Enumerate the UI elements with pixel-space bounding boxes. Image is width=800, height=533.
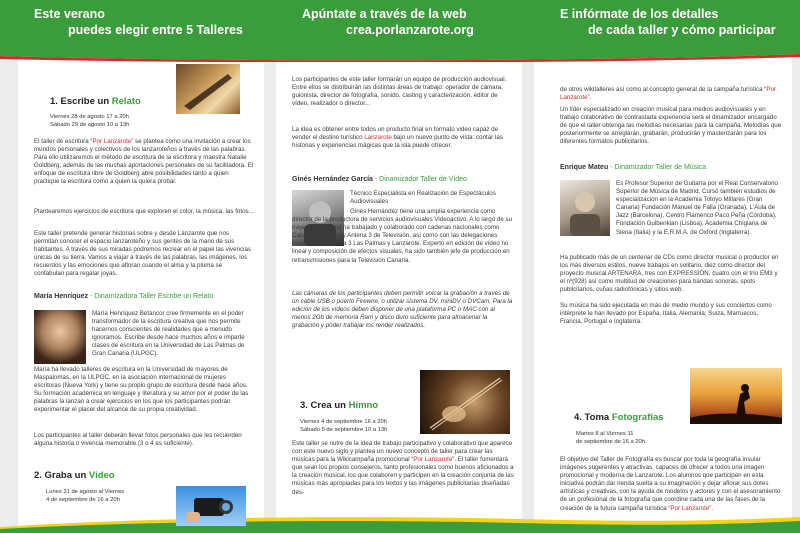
section-1-dates [50,113,170,129]
footer-swoosh [0,513,800,533]
header-swoosh [0,48,800,62]
p3-p1-a: de otros wikitalleres así como al concepto general de la campaña turística “ [560,86,767,93]
person-2-name: Ginés Hernández García [292,176,373,183]
section-1-date-2: Sábado 29 de agosto 10 a 13h [50,122,130,128]
section-3-title-text: 3. Crea un [300,400,346,411]
section-1-paragraph-2: Plantearemos ejercicios de escritura que exploren el color, la música, las fotos... [34,208,254,215]
section-2-date-1: Lunes 31 de agosto al Viernes [46,489,125,495]
header-col-3-line2: de cada taller y cómo participar [588,23,776,37]
person-2-role: - Dinamizador Taller de Vídeo [372,176,467,183]
section-3-date-2: Sábado 5 de septiembre 10 a 13h [300,427,388,433]
pen-photo [176,64,240,114]
panel-2-paragraph-2 [292,126,514,150]
section-4-title-highlight: Fotografías [611,412,664,423]
s4-p1-b: ”. [709,504,714,512]
person-1-name: María Henríquez [34,293,89,300]
person-3-bio-2: Ha publicado más de un centenar de CDs como director musical o productor en los más diversos estilos, nueve trabajos en solitario, diez como director del proyecto musical ARTENARA, tres con EXPRESSIÓN, cuatro con el trío EM3 y el nº(928) así como multitud de creaciones para bandas sonoras, spots publicitarios, cuñas radiofónicas y sitios web. [560,254,779,294]
panel-2-note: Las cámaras de los participantes deben permitir volcar la grabación a través de un cable USB o puerto Firewire, o utilizar sistema DV, miniDV o DVCam. Para la edición de los vídeos deben disponer de una plataforma PC o MAC con al menos 2Gb de memoria Ram y disco duro suficiente para almacenar la grabación y poder trabajar los render realizados. [292,290,513,330]
gutter-1 [264,50,276,533]
photographer-photo [690,368,782,424]
section-2-dates [46,488,156,504]
section-1-title-highlight: Relato [111,96,141,107]
section-3-dates [300,418,420,434]
person-3-name: Enrique Mateu [560,164,609,171]
person-1-photo [34,310,86,364]
s4-p1-highlight: Por Lanzarote [670,504,710,512]
person-3-bio-3: Su música ha sido ejecutada en más de medio mundo y sus conciertos como intérprete le han llevado por España, Italia, Alemania, Suiza, Marruecos, Francia, Portugal e Inglaterra. [560,302,772,326]
section-3-title-highlight: Himno [348,400,379,411]
s3-p1-b: ”. El taller fomentará que sean los propios consejeros, tanto profesionales como buenos aficionados a la creación musical, los que colaboren y participen en la creación conjunta de las músicas más apropiadas para los textos y las imágenes publicitarias diseñadas des- [292,456,514,496]
person-2-heading [292,176,467,183]
panel-3-paragraph-2: Un líder especializado en creación musical para medios audiovisuales y en trabajo colaborativo de contrastada experiencia será el dinamizador encargado de que el taller obtenga las melodías necesarias para la campaña. Melodías que posteriormente se arreglarán, grabarán, producirán y masterizarán para los diferentes formatos publicitarios. [560,106,782,146]
section-3-date-1: Viernes 4 de septiembre 16 a 20h [300,419,387,425]
panel-3-paragraph-1 [560,86,782,102]
section-4-dates [576,430,696,446]
panel-2-paragraph-1: Los participantes de este taller formarán un equipo de producción audiovisual. Entre ellos se distribuirán las distintas áreas de trabajo: operador de cámara, guionista, director de fotografía, sonido, casting y caracterización, editor de vídeo, realizador o director... [292,76,507,108]
section-4-date-1: Martes 8 al Viernes 11 [576,431,634,437]
p3-p1-highlight: Por Lanzarote [560,86,776,102]
section-1-paragraph-4: Los participantes al taller deberán llevar fotos personales que les recuerden alguna historia o vivencia memorable (3 o 4 es suficiente). [34,432,242,448]
p2-p2-highlight: Lanzarote [364,134,392,142]
section-1-date-1: Viernes 28 de agosto 17 a 20h [50,114,129,120]
s4-p1-a: El objetivo del Taller de Fotografía es buscar por toda la geografía insular imágenes sugerentes y atractivas, capaces de ofrecer a todos una imagen promocional y moderna de Lanzarote. Los alumnos que participen en esta iniciativa podrán dar rienda suelta a su imaginación y dejar aflorar sus dotes artísticas y creativas, con la ayuda de modelos y actores y con el asesoramiento de un profesional de la fotografía que coordine cada una de las fases de la creación de la futura campaña turística “ [560,456,781,512]
video-camera-photo [176,486,246,526]
section-4-date-2: de septiembre de 16 a 20h. [576,439,647,445]
section-2-title [34,470,115,481]
header-band [0,0,800,50]
s3-p1-a: Este taller se nutre de la idea de trabajo participativo y colaborativo que aparece con este nuevo siglo y plantea un nuevo concepto de taller para crear las músicas para la Wikicampaña promocional “ [292,440,513,464]
section-3-title [300,400,378,411]
section-4-paragraph-1 [560,456,782,513]
header-col-2-line2: crea.porlanzarote.org [346,23,474,37]
section-4-title [574,412,664,423]
section-1-title-text: 1. Escribe un [50,96,110,107]
person-1-role: - Dinamizadora Taller Escribe un Relato [88,293,214,300]
person-2-bio-2: Ginés Hernández tiene una amplia experiencia como director de la productora de servicios audiovisuales Videoactivo. A lo largo de su trayectoria laboral ha trabajado y colaborado con cadenas nacionales como Canal+, Telecinco y Antena 3 de Televisión, así como con las delegaciones insulares de Antena 3 Las Palmas y Lanzarote. Experto en edición de vídeo no lineal y composición de efectos visuales, ha sido también jefe de producción en retransmisiones para la Televisión Canaria. [292,208,513,264]
person-1-bio-1: María Henríquez Betancor cree firmemente en el poder transformador de la escritura creativa que nos permite hacernos conscientes de realidades que a menudo ignoramos. Escribe desde hace muchos años e imparte clases de escritura en la Universidad de Las Palmas de Gran Canaria (ULPGC). [92,310,245,358]
person-3-photo [560,180,610,236]
person-1-bio-2: María ha llevado talleres de escritura en la Universidad de mayores de Maspalomas, en la ULPGC, en la asociación internacional de mujeres escritoras (Nueva York) y tiene su propio grupo de escritura desde hace años. Su formación académica en lenguaje y literatura y su amor por el poder de las palabras la lanzan a crear ejercicios en los que los participantes podrán experimentar el placer del alcance de su propia creatividad. [34,366,249,414]
person-1-heading [34,293,213,300]
p2-p2-a: La idea es obtener entre todos un producto final en formato video capaz de vender el destino turístico [292,126,499,142]
gutter-right [792,50,800,533]
person-3-role: - Dinamizador Taller de Música [608,164,707,171]
p2-p2-b: bajo un nuevo punto de vista: contar las historias y experiencias mágicas que la isla puede ofrecer. [292,134,503,150]
section-1-paragraph-3: Este taller pretende generar historias sobre y desde Lanzarote que nos permitan conocer el espacio lanzaroteño y sus gentes de la mano de sus habitantes. A través de sus miradas podremos recrear en el papel las vivencias únicas de su tierra. Vamos a viajar a través de las palabras, las imágenes, los recuerdos y las emociones que afloran cuando el alma y la pluma se confabulan para regalar joyas. [34,230,252,278]
gutter-left [0,50,18,533]
header-col-1-line1: Este verano [34,7,105,21]
s1-p1-a: El taller de escritura “ [34,138,93,145]
p3-p1-b: ”. [587,94,592,102]
section-2-title-text: 2. Graba un [34,470,87,481]
section-4-title-text: 4. Toma [574,412,610,423]
header-col-1-line2: puedes elegir entre 5 Talleres [68,23,243,37]
section-2-title-highlight: Video [88,470,115,481]
section-2-date-2: 4 de septiembre de 16 a 20h [46,497,120,503]
person-3-heading [560,164,706,171]
header-col-2-line1: Apúntate a través de la web [302,7,467,21]
gutter-2 [522,50,534,533]
s1-p1-highlight: Por Lanzarote [92,138,132,145]
section-1-title [50,96,141,107]
s3-p1-highlight: Por Lanzarote [413,456,453,464]
section-3-paragraph-1 [292,440,514,497]
header-col-3-line1: E infórmate de los detalles [560,7,719,21]
person-3-bio-1: Es Profesor Superior de Guitarra por el Real Conservatorio Superior de Música de Madrid. Cursó también estudios de especialización en la Academia Totoyo Millares (Gran Canaria) Fundación Manuel de Falla (Granada), L'Aula de Jazz (Barcelona), Centro Flamenco Paco Peña (Córdoba), Fundación Gulbenkian (Lisboa), Academia Chigiana de Siena (Italia) y la E.R.M.A. de Oxford (Inglaterra). [616,180,778,236]
person-2-bio-1: Técnico Especialista en Realización de Espectáculos Audiovisuales [350,190,496,206]
s1-p1-b: ” se plantea como una invitación a crear los mundos personales y colectivos de los lanzaroteños a través de las palabras. Para ello utilizaremos el método de escritura de la escritora y maestra Natalie Goldberg, además de las muchas aportaciones personales de su facilitadora. El enfoque de escritura libre de Goldberg abre posibilidades tanto a quien practique la escritura como a quien la quiera probar. [34,138,254,186]
section-1-paragraph-1 [34,138,254,187]
guitar-photo [420,370,510,434]
